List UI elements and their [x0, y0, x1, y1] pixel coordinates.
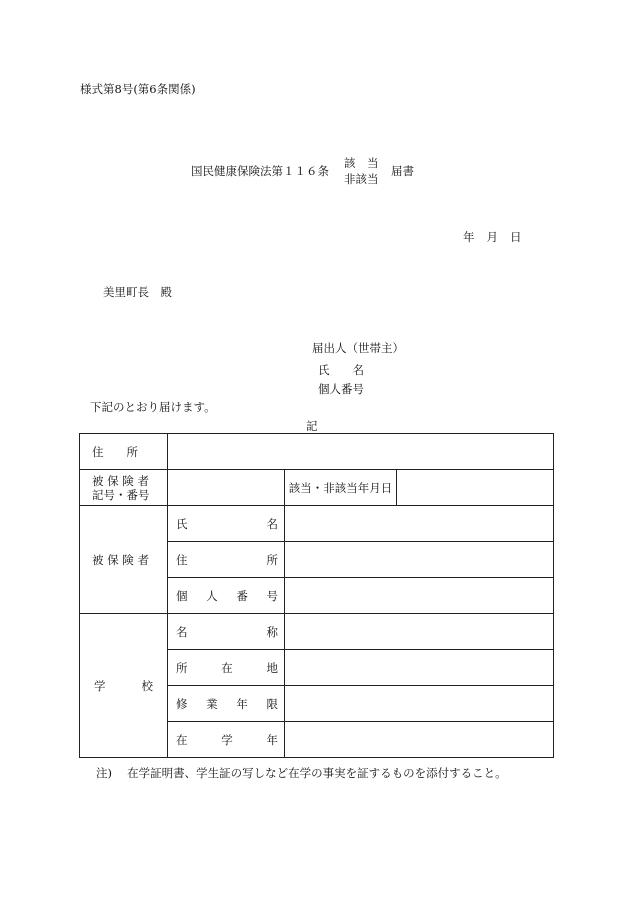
school-grade-field[interactable]: [285, 722, 554, 758]
insured-number-field[interactable]: [168, 470, 285, 506]
applicant-name-label: 氏 名: [318, 363, 364, 377]
address-label: 住 所: [80, 434, 168, 470]
title-suffix: 届書: [391, 164, 414, 178]
school-name-label: 名 称: [168, 614, 285, 650]
table-row: [80, 434, 554, 470]
insured-address-field[interactable]: [285, 542, 554, 578]
date-month: 月: [486, 230, 498, 244]
school-location-label: 所 在 地: [168, 650, 285, 686]
school-term-field[interactable]: [285, 686, 554, 722]
ki-heading: 記: [306, 419, 318, 433]
form-table: [79, 433, 554, 758]
title-option-not-applicable: 非該当: [344, 172, 379, 186]
form-title: 国民健康保険法第１１６条: [191, 164, 329, 178]
title-option-applicable: 該 当: [344, 156, 379, 170]
date-day: 日: [510, 230, 522, 244]
lead-text: 下記のとおり届けます。: [90, 400, 216, 414]
form-number: 様式第8号(第6条関係): [80, 82, 196, 96]
insured-name-label: 氏 名: [168, 506, 285, 542]
address-field[interactable]: [168, 434, 554, 470]
insured-group-label: 被 保 険 者: [80, 506, 168, 614]
insured-address-label: 住 所: [168, 542, 285, 578]
school-name-field[interactable]: [285, 614, 554, 650]
date-year: 年: [463, 230, 475, 244]
addressee: 美里町長 殿: [103, 285, 172, 299]
applicant-mynumber-label: 個人番号: [318, 382, 364, 396]
date-line: [463, 229, 534, 245]
insured-mynumber-label: 個 人 番 号: [168, 578, 285, 614]
insured-number-label: 被 保 険 者 記号・番号: [80, 470, 168, 506]
school-location-field[interactable]: [285, 650, 554, 686]
table-row: [80, 614, 554, 650]
school-term-label: 修 業 年 限: [168, 686, 285, 722]
title-option-stack: [344, 155, 379, 187]
applicant-label: 届出人（世帯主）: [312, 341, 404, 355]
table-row: [80, 470, 554, 506]
applicability-date-label: 該当・非該当年月日: [285, 470, 397, 506]
insured-mynumber-field[interactable]: [285, 578, 554, 614]
school-grade-label: 在 学 年: [168, 722, 285, 758]
insured-name-field[interactable]: [285, 506, 554, 542]
applicability-date-field[interactable]: [397, 470, 554, 506]
table-row: [80, 506, 554, 542]
footnote: 注) 在学証明書、学生証の写しなど在学の事実を証するものを添付すること。: [96, 766, 507, 780]
school-group-label: 学 校: [80, 614, 168, 758]
